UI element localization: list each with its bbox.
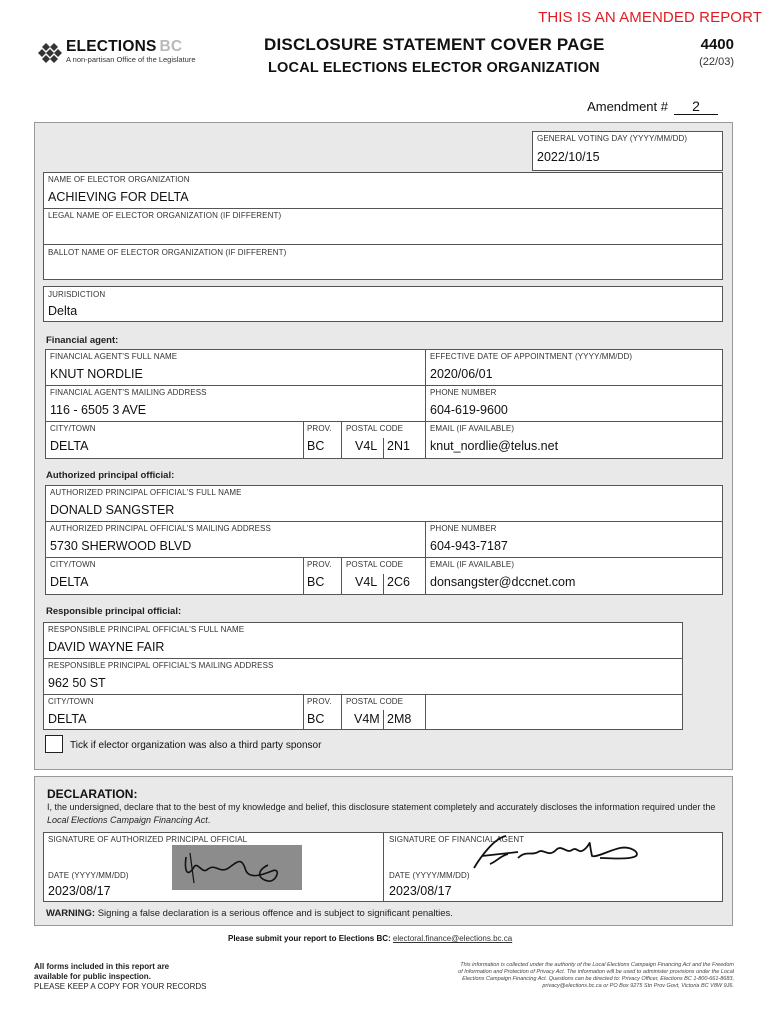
declaration-text: I, the undersigned, declare that to the best of my knowledge and belief, this disclosure statement completely and accurately discloses the information required under the Local Elections Campaign Financing Act. — [47, 802, 716, 825]
fa-appointment-label: EFFECTIVE DATE OF APPOINTMENT (YYYY/MM/DD) — [430, 352, 633, 361]
divider — [43, 694, 683, 695]
ro-prov-label: PROV. — [307, 697, 332, 706]
divider — [43, 244, 723, 245]
voting-day-label: GENERAL VOTING DAY (YYYY/MM/DD) — [537, 134, 688, 143]
divider — [43, 868, 723, 869]
divider — [45, 557, 723, 558]
org-name-label: NAME OF ELECTOR ORGANIZATION — [48, 175, 190, 184]
jurisdiction-label: JURISDICTION — [48, 290, 106, 299]
date-1-field[interactable]: 2023/08/17 — [48, 884, 111, 898]
divider — [383, 574, 384, 595]
financial-agent-box — [45, 349, 723, 459]
fa-prov-label: PROV. — [307, 424, 332, 433]
fa-address-label: FINANCIAL AGENT'S MAILING ADDRESS — [50, 388, 207, 397]
date-1-label: DATE (YYYY/MM/DD) — [48, 871, 129, 880]
ro-postal-label: POSTAL CODE — [346, 697, 404, 706]
ro-prov-field[interactable]: BC — [307, 712, 325, 726]
ao-city-field[interactable]: DELTA — [50, 575, 89, 589]
ao-city-label: CITY/TOWN — [50, 560, 96, 569]
voting-day-value: 2022/10/15 — [537, 150, 600, 164]
amendment-label: Amendment # — [587, 99, 668, 114]
third-party-sponsor-checkbox[interactable] — [45, 735, 63, 753]
divider — [45, 521, 723, 522]
fa-email-label: EMAIL (IF AVAILABLE) — [430, 424, 515, 433]
ao-email-label: EMAIL (IF AVAILABLE) — [430, 560, 515, 569]
jurisdiction-box — [43, 286, 723, 322]
divider — [303, 694, 304, 730]
ao-address-field[interactable]: 5730 SHERWOOD BLVD — [50, 539, 192, 553]
authorized-official-heading: Authorized principal official: — [46, 470, 175, 481]
jurisdiction-field[interactable]: Delta — [48, 304, 78, 318]
divider — [425, 521, 426, 595]
logo-mark-icon — [36, 38, 66, 68]
ao-email-field[interactable]: donsangster@dccnet.com — [430, 575, 576, 589]
divider — [303, 421, 304, 459]
fa-postal-a-field[interactable]: V4L — [355, 439, 378, 453]
fa-appointment-field[interactable]: 2020/06/01 — [430, 367, 493, 381]
ro-name-label: RESPONSIBLE PRINCIPAL OFFICIAL'S FULL NAME — [48, 625, 245, 634]
fa-name-field[interactable]: KNUT NORDLIE — [50, 367, 143, 381]
elections-bc-logo — [36, 38, 216, 72]
divider — [303, 557, 304, 595]
org-name-field[interactable]: ACHIEVING FOR DELTA — [48, 190, 189, 204]
ro-address-label: RESPONSIBLE PRINCIPAL OFFICIAL'S MAILING ADDRESS — [48, 661, 274, 670]
submit-email-link[interactable]: electoral.finance@elections.bc.ca — [392, 934, 513, 943]
public-inspection-notice: All forms included in this report are available for public inspection. PLEASE KEEP A COPY FOR YOUR RECORDS — [34, 962, 207, 991]
ao-postal-b-field[interactable]: 2C6 — [387, 575, 410, 589]
ao-prov-field[interactable]: BC — [307, 575, 325, 589]
ao-postal-label: POSTAL CODE — [346, 560, 404, 569]
privacy-notice: This information is collected under the authority of the Local Elections Campaign Financing Act and the Freedom of Information and Protection of Privacy Act. The information will be used to administer provisions under the Local Elections Campaign Financing Act. Questions can be directed to: Privacy Officer, Elections BC 1-800-661-8683, privacy@elections.bc.ca or PO Box 9275 Stn Prov Govt, Victoria BC V8W 9J6. — [458, 962, 734, 989]
logo-wordmark: ELECTIONS BC — [66, 38, 183, 55]
amendment-number[interactable]: 2 — [674, 98, 718, 115]
divider — [341, 557, 342, 595]
ro-city-field[interactable]: DELTA — [48, 712, 87, 726]
page-subtitle: LOCAL ELECTIONS ELECTOR ORGANIZATION — [268, 60, 600, 76]
fa-phone-field[interactable]: 604-619-9600 — [430, 403, 508, 417]
divider — [383, 438, 384, 459]
fa-name-label: FINANCIAL AGENT'S FULL NAME — [50, 352, 178, 361]
submit-instructions: Please submit your report to Elections BC: electoral.finance@elections.bc.ca — [228, 934, 513, 943]
divider — [341, 694, 342, 730]
divider — [341, 421, 342, 459]
third-party-sponsor-label: Tick if elector organization was also a third party sponsor — [70, 740, 322, 751]
sig-authorized-label: SIGNATURE OF AUTHORIZED PRINCIPAL OFFICIAL — [48, 835, 248, 844]
warning-text: WARNING: Signing a false declaration is a serious offence and is subject to significant penalties. — [46, 908, 453, 919]
legal-name-label: LEGAL NAME OF ELECTOR ORGANIZATION (IF DIFFERENT) — [48, 211, 282, 220]
amendment-field — [587, 98, 718, 115]
ao-phone-label: PHONE NUMBER — [430, 524, 497, 533]
divider — [425, 694, 426, 730]
financial-agent-heading: Financial agent: — [46, 335, 119, 346]
ao-prov-label: PROV. — [307, 560, 332, 569]
fa-email-field[interactable]: knut_nordlie@telus.net — [430, 439, 559, 453]
divider — [383, 710, 384, 730]
form-version: (22/03) — [699, 56, 734, 68]
divider — [45, 385, 723, 386]
logo-tagline: A non-partisan Office of the Legislature — [66, 55, 196, 64]
ao-name-label: AUTHORIZED PRINCIPAL OFFICIAL'S FULL NAME — [50, 488, 242, 497]
date-2-field[interactable]: 2023/08/17 — [389, 884, 452, 898]
divider — [45, 421, 723, 422]
ballot-name-label: BALLOT NAME OF ELECTOR ORGANIZATION (IF DIFFERENT) — [48, 248, 287, 257]
divider — [43, 658, 683, 659]
fa-prov-field[interactable]: BC — [307, 439, 325, 453]
ao-address-label: AUTHORIZED PRINCIPAL OFFICIAL'S MAILING ADDRESS — [50, 524, 271, 533]
ro-name-field[interactable]: DAVID WAYNE FAIR — [48, 640, 165, 654]
ao-phone-field[interactable]: 604-943-7187 — [430, 539, 508, 553]
divider — [383, 832, 384, 902]
ro-city-label: CITY/TOWN — [48, 697, 94, 706]
sig-agent-label: SIGNATURE OF FINANCIAL AGENT — [389, 835, 525, 844]
form-number: 4400 — [700, 36, 734, 53]
fa-address-field[interactable]: 116 - 6505 3 AVE — [50, 403, 147, 417]
page-title: DISCLOSURE STATEMENT COVER PAGE — [264, 35, 605, 54]
date-2-label: DATE (YYYY/MM/DD) — [389, 871, 470, 880]
ro-address-field[interactable]: 962 50 ST — [48, 676, 106, 690]
ao-name-field[interactable]: DONALD SANGSTER — [50, 503, 175, 517]
declaration-title: DECLARATION: — [47, 787, 138, 801]
organization-names-box — [43, 172, 723, 280]
amended-report-notice: THIS IS AN AMENDED REPORT — [538, 9, 762, 26]
divider — [43, 208, 723, 209]
divider — [425, 349, 426, 459]
fa-city-field[interactable]: DELTA — [50, 439, 89, 453]
responsible-official-heading: Responsible principal official: — [46, 606, 182, 617]
fa-postal-b-field[interactable]: 2N1 — [387, 439, 410, 453]
fa-phone-label: PHONE NUMBER — [430, 388, 497, 397]
ao-postal-a-field[interactable]: V4L — [355, 575, 378, 589]
ro-postal-b-field[interactable]: 2M8 — [387, 712, 412, 726]
fa-city-label: CITY/TOWN — [50, 424, 96, 433]
fa-postal-label: POSTAL CODE — [346, 424, 404, 433]
ro-postal-a-field[interactable]: V4M — [354, 712, 380, 726]
